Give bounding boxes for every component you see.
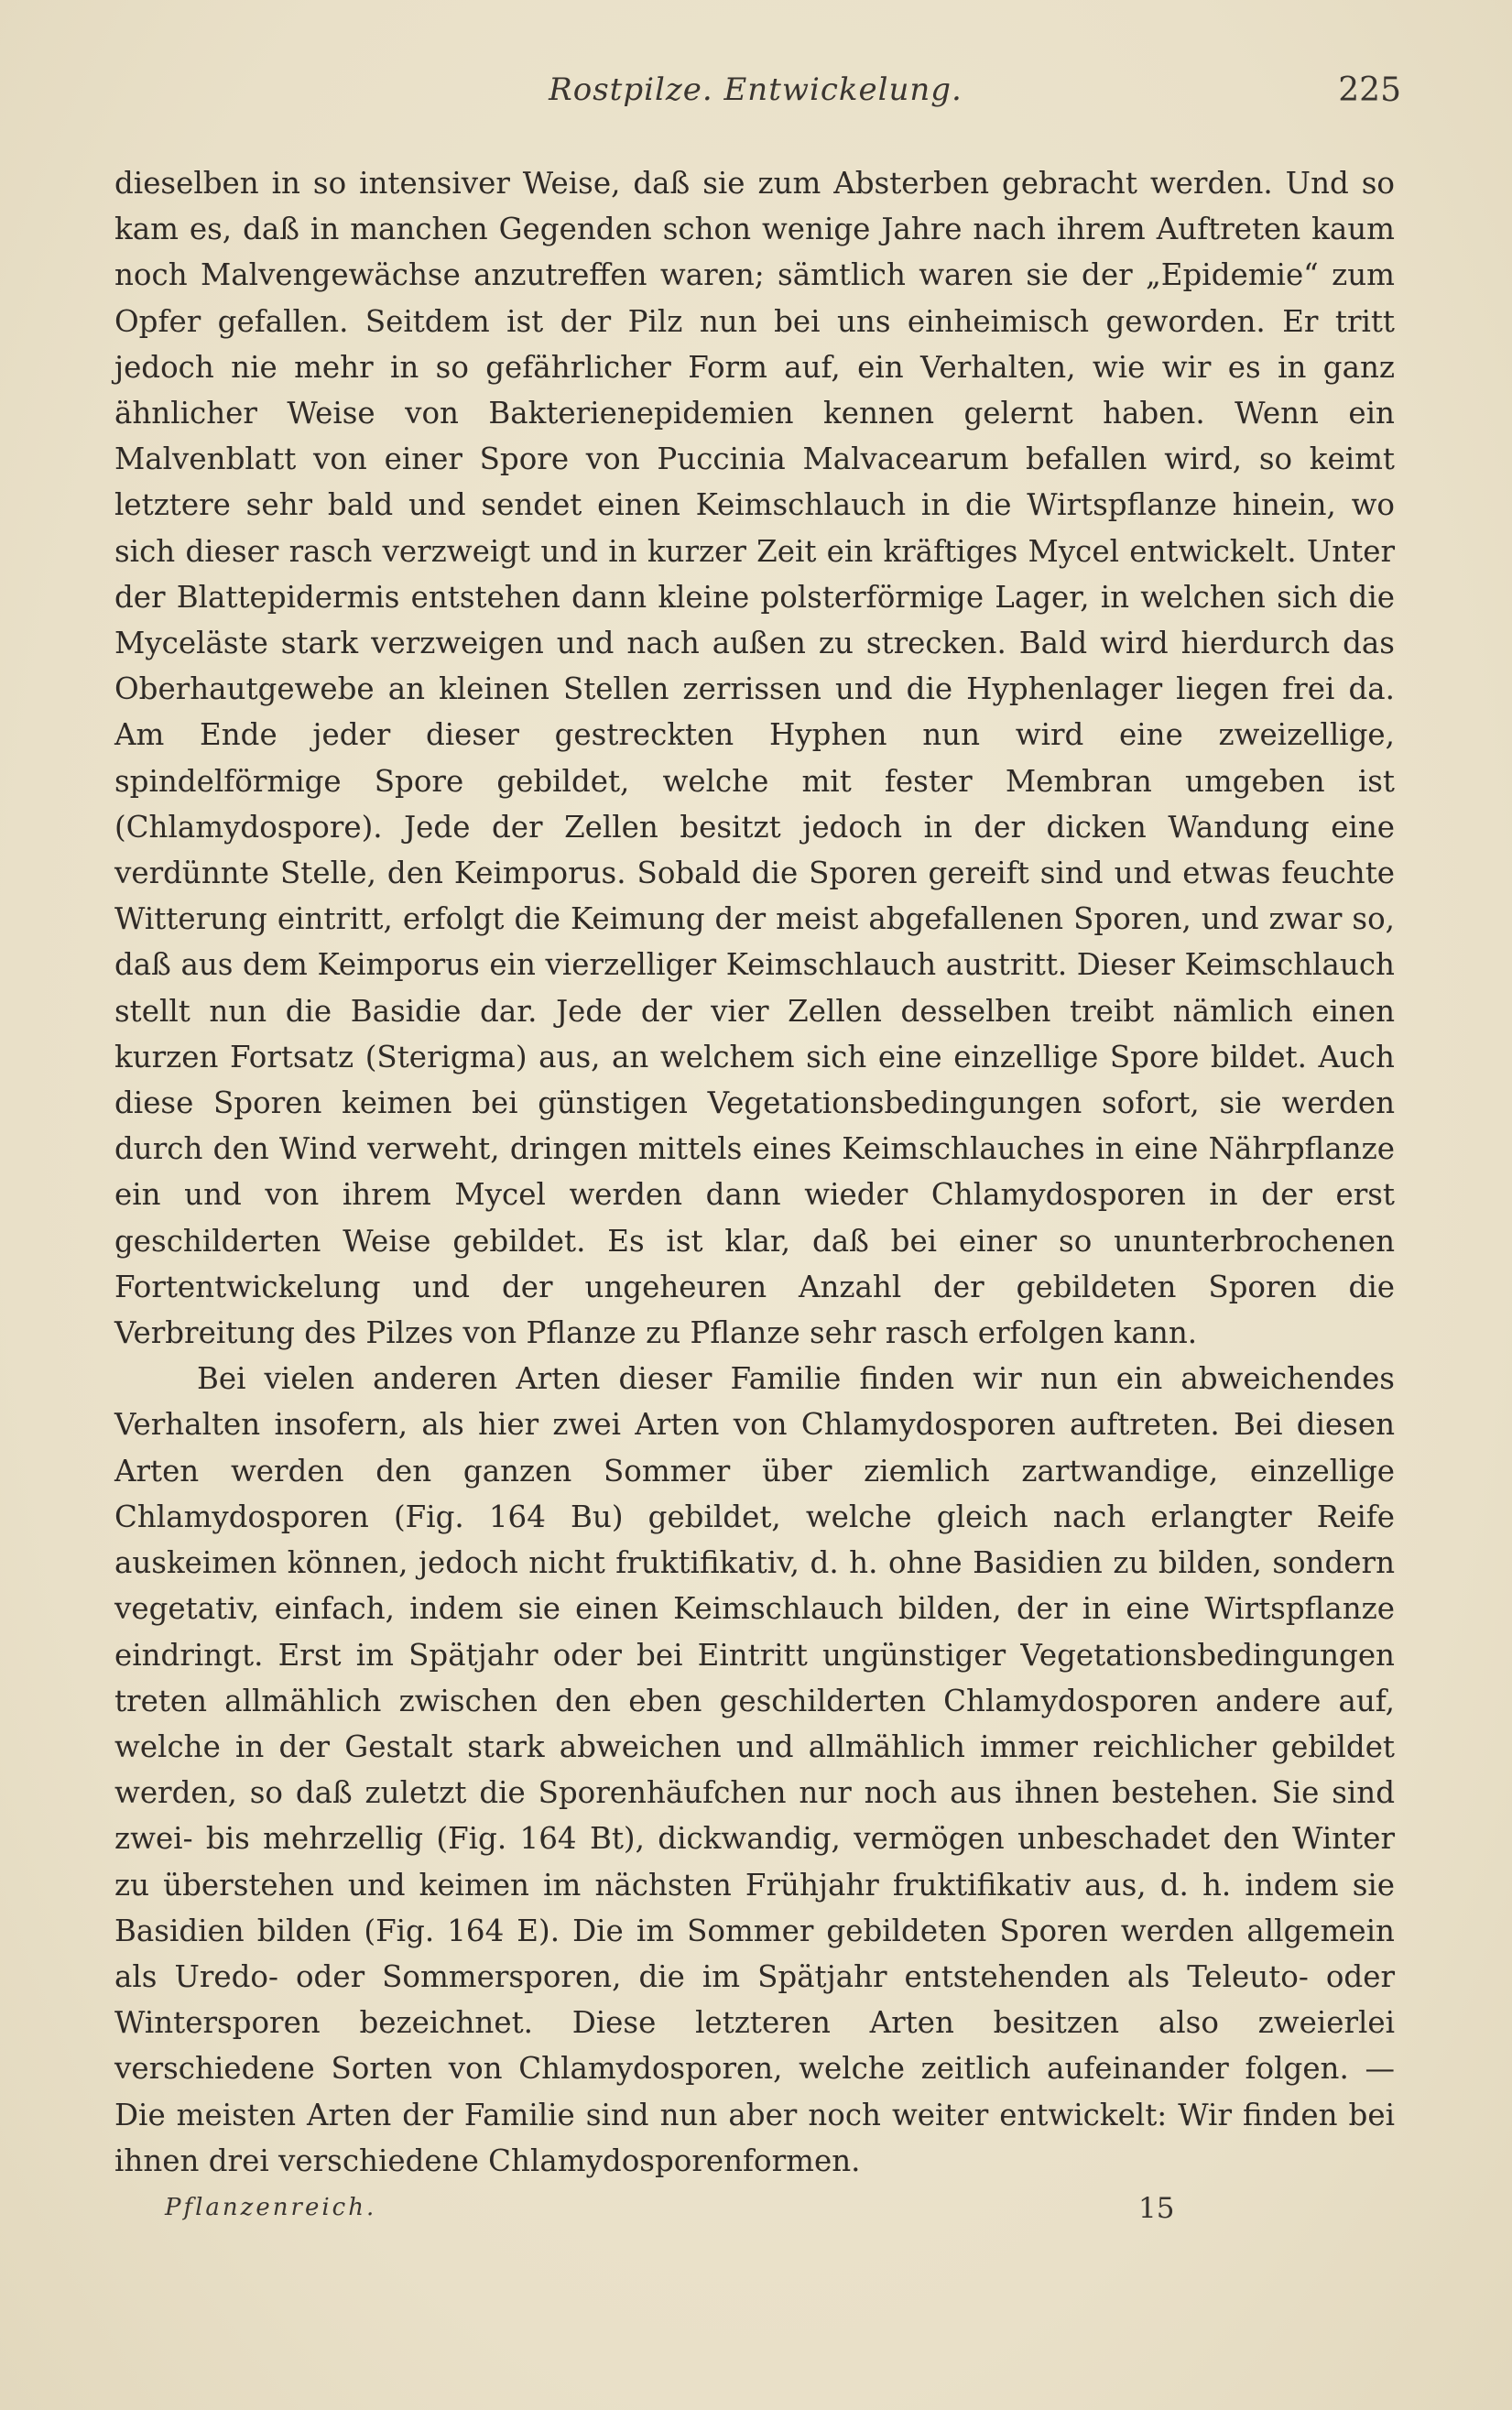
paragraph-2: Bei vielen anderen Arten dieser Familie finden wir nun ein abweichendes Verhalten insofern, als hier zwei Arten von Chlamydosporen auftreten. Bei diesen Arten werden den ganzen Sommer über ziemlich zartwandige, einzellige Chlamydosporen (Fig. 164 Bu) gebildet, welche gleich nach erlangter Reife auskeimen können, jedoch nicht fruktifikativ, d. h. ohne Basidien zu bilden, sondern vegetativ, einfach, indem sie einen Keimschlauch bilden, der in eine Wirtspflanze eindringt. Erst im Spätjahr oder bei Eintritt ungünstiger Vegetationsbedingungen treten allmählich zwischen den eben geschilderten Chlamydosporen andere auf, welche in der Gestalt stark abweichen und allmählich immer reichlicher gebildet werden, so daß zuletzt die Sporenhäufchen nur noch aus ihnen bestehen. Sie sind zwei- bis mehrzellig (Fig. 164 Bt), dickwandig, vermögen unbeschadet den Winter zu überstehen und keimen im nächsten Frühjahr fruktifikativ aus, d. h. indem sie Basidien bilden (Fig. 164 E). Die im Sommer gebildeten Sporen werden allgemein als Uredo- oder Sommersporen, die im Spätjahr entstehenden als Teleuto- oder Wintersporen bezeichnet. Diese letzteren Arten besitzen also zweierlei verschiedene Sorten von Chlamydosporen, welche zeitlich aufeinander folgen. — Die meisten Arten der Familie sind nun aber noch weiter entwickelt: Wir finden bei ihnen drei verschiedene Chlamydosporenformen. bbox=[114, 1361, 1395, 2178]
page-number: 225 bbox=[1338, 71, 1401, 109]
paragraph-1: dieselben in so intensiver Weise, daß sie zum Absterben gebracht werden. Und so kam es, daß in manchen Gegenden schon wenige Jahre nach ihrem Auftreten kaum noch Malvengewächse anzutreffen waren; sämtlich waren sie der „Epidemie“ zum Opfer gefallen. Seitdem ist der Pilz nun bei uns einheimisch geworden. Er tritt jedoch nie mehr in so gefährlicher Form auf, ein Verhalten, wie wir es in ganz ähnlicher Weise von Bakterienepidemien kennen gelernt haben. Wenn ein Malvenblatt von einer Spore von Puccinia Malvacearum befallen wird, so keimt letztere sehr bald und sendet einen Keimschlauch in die Wirtspflanze hinein, wo sich dieser rasch verzweigt und in kurzer Zeit ein kräftiges Mycel entwickelt. Unter der Blattepidermis entstehen dann kleine polsterförmige Lager, in welchen sich die Myceläste stark verzweigen und nach außen zu strecken. Bald wird hierdurch das Oberhautgewebe an kleinen Stellen zerrissen und die Hyphenlager liegen frei da. Am Ende jeder dieser gestreckten Hyphen nun wird eine zweizellige, spindelförmige Spore gebildet, welche mit fester Membran umgeben ist (Chlamydospore). Jede der Zellen besitzt jedoch in der dicken Wandung eine verdünnte Stelle, den Keimporus. Sobald die Sporen gereift sind und etwas feuchte Witterung eintritt, erfolgt die Keimung der meist abgefallenen Sporen, und zwar so, daß aus dem Keimporus ein vierzelliger Keimschlauch austritt. Dieser Keimschlauch stellt nun die Basidie dar. Jede der vier Zellen desselben treibt nämlich einen kurzen Fortsatz (Sterigma) aus, an welchem sich eine einzellige Spore bildet. Auch diese Sporen keimen bei günstigen Vegetationsbedingungen sofort, sie werden durch den Wind verweht, dringen mittels eines Keimschlauches in eine Nährpflanze ein und von ihrem Mycel werden dann wieder Chlamydosporen in der erst geschilderten Weise gebildet. Es ist klar, daß bei einer so ununterbrochenen Fortentwickelung und der ungeheuren Anzahl der gebildeten Sporen die Verbreitung des Pilzes von Pflanze zu Pflanze sehr rasch erfolgen kann. bbox=[114, 166, 1395, 1351]
page-footer bbox=[165, 2194, 1264, 2234]
page-header bbox=[114, 71, 1401, 126]
running-title: Rostpilze. Entwickelung. bbox=[549, 71, 963, 108]
body-text bbox=[114, 160, 1395, 2184]
sheet-number: 15 bbox=[1138, 2192, 1175, 2225]
signature-mark: Pflanzenreich. bbox=[165, 2194, 377, 2221]
